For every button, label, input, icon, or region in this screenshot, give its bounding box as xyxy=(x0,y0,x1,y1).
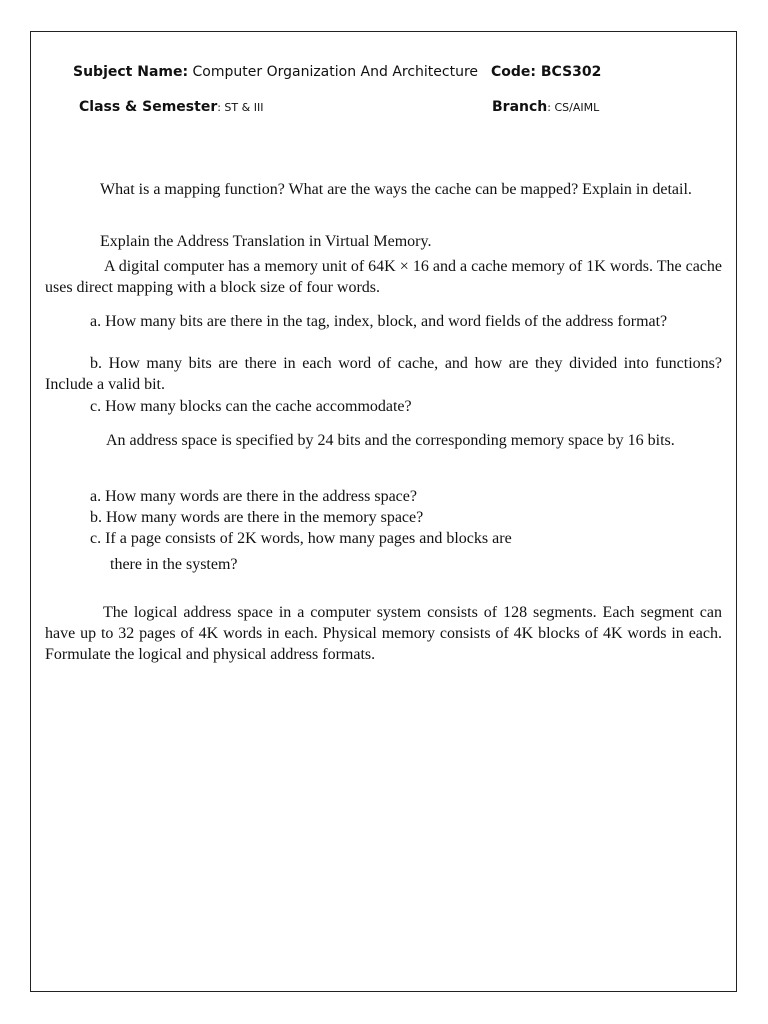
question-4a: a. How many words are there in the address space? xyxy=(90,488,417,505)
branch-label: Branch xyxy=(492,99,548,115)
subject-label: Subject Name: xyxy=(73,64,189,80)
question-3b: b. How many bits are there in each word of cache, and how are they divided into functions? Include a valid bit. xyxy=(45,355,722,393)
subject-value: Computer Organization And Architecture xyxy=(192,64,479,80)
question-3: A digital computer has a memory unit of 64K × 16 and a cache memory of 1K words. The cache uses direct mapping with a block size of four words. xyxy=(45,258,722,296)
branch-field xyxy=(492,99,599,115)
question-4: An address space is specified by 24 bits and the corresponding memory space by 16 bits. xyxy=(106,432,675,449)
question-2: Explain the Address Translation in Virtual Memory. xyxy=(100,233,432,250)
question-1: What is a mapping function? What are the ways the cache can be mapped? Explain in detail. xyxy=(100,181,692,198)
question-4b: b. How many words are there in the memory space? xyxy=(90,509,424,526)
question-3a: a. How many bits are there in the tag, index, block, and word fields of the address format? xyxy=(90,313,668,330)
branch-value: : CS/AIML xyxy=(547,101,600,114)
class-label: Class & Semester xyxy=(79,99,218,115)
question-4c-continued: there in the system? xyxy=(110,556,238,573)
class-value: : ST & III xyxy=(217,101,264,114)
code-label: Code: BCS302 xyxy=(491,64,602,80)
question-3c: c. How many blocks can the cache accommodate? xyxy=(90,398,412,415)
question-4c: c. If a page consists of 2K words, how many pages and blocks are xyxy=(90,530,512,547)
course-code-field xyxy=(491,64,601,80)
class-semester-field xyxy=(79,99,263,115)
question-5: The logical address space in a computer system consists of 128 segments. Each segment can have up to 32 pages of 4K words in each. Physical memory consists of 4K blocks of 4K words in each. Formulate the logical and physical address formats. xyxy=(45,604,722,663)
subject-name-field xyxy=(73,64,478,80)
